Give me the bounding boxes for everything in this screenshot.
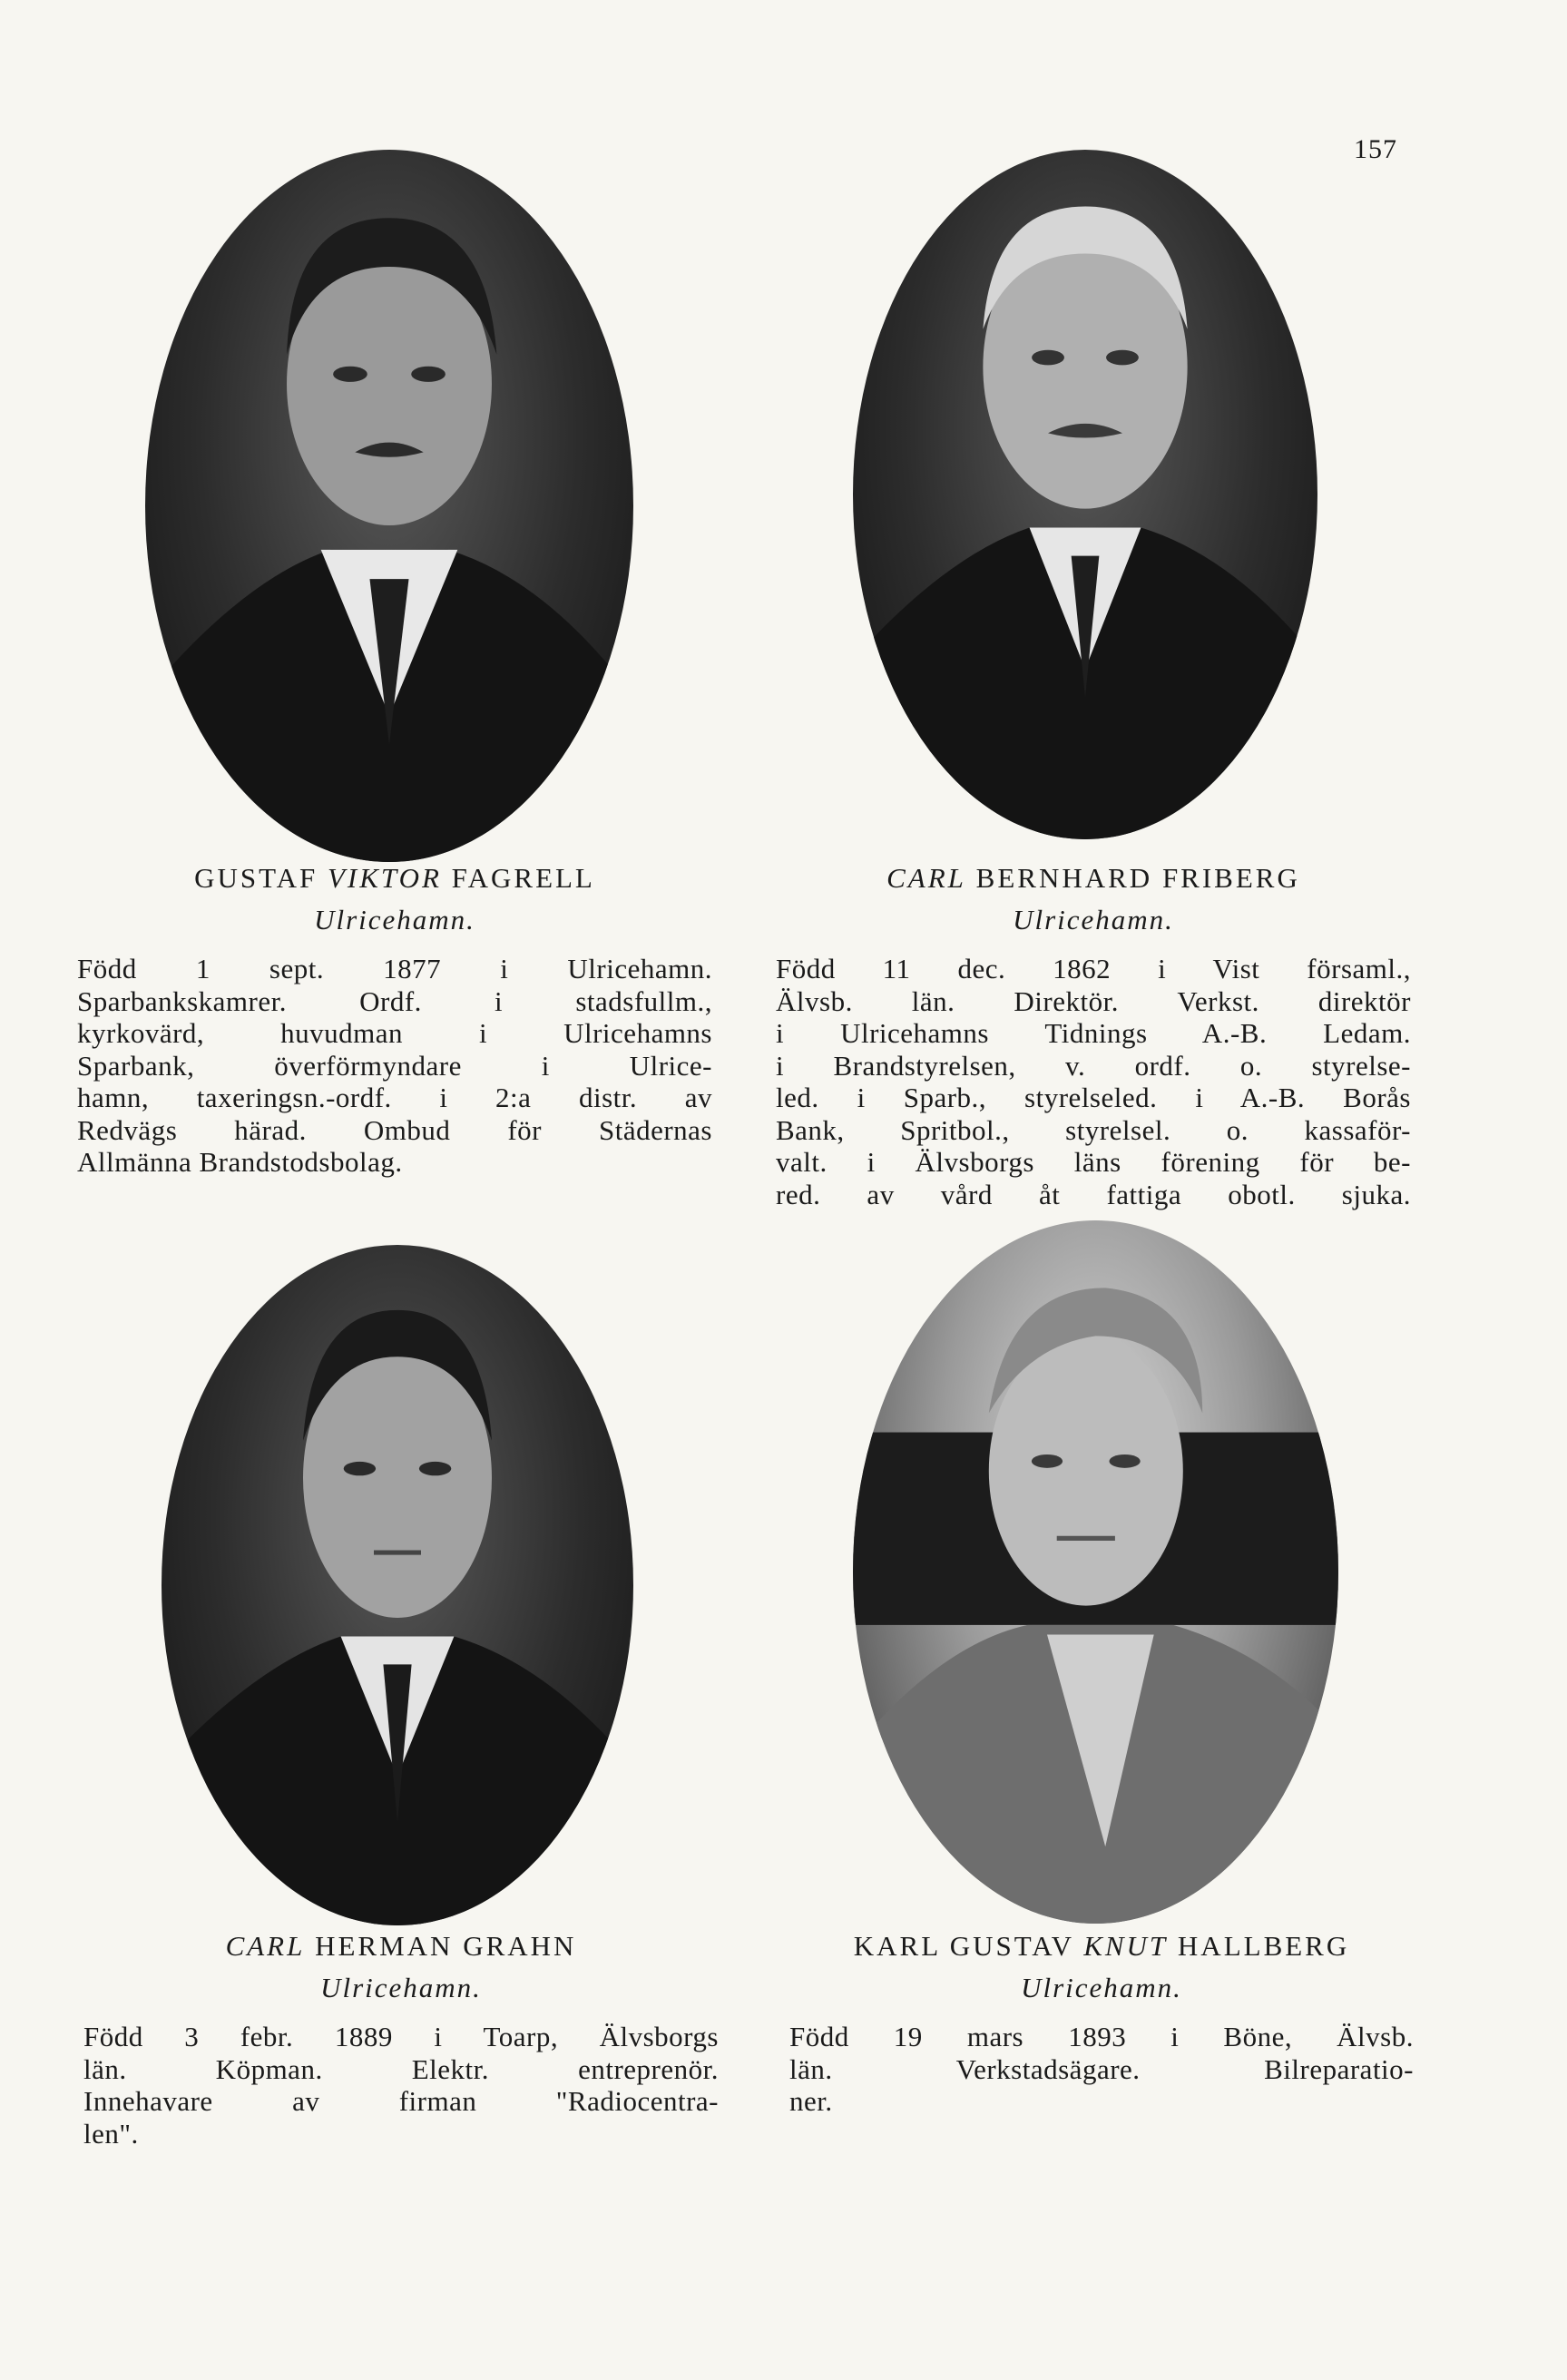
- person-place: Ulricehamn.: [1021, 1972, 1182, 2003]
- person-name: CARL HERMAN GRAHN: [225, 1930, 577, 1962]
- person-name: CARL BERNHARD FRIBERG: [886, 862, 1300, 894]
- person-place: Ulricehamn.: [314, 904, 475, 935]
- portrait-photo-grahn: [162, 1245, 633, 1925]
- portrait-photo-friberg: [853, 150, 1317, 839]
- person-name: KARL GUSTAV KNUT HALLBERG: [853, 1930, 1350, 1962]
- page-number: 157: [1354, 134, 1397, 164]
- person-biography: Född 11 dec. 1862 i Vist församl., Älvsb. län. Direktör. Verkst. direktör i Ulricehamns Tidnings A.-B. Ledam. i Brandstyrelsen, v. ordf. o. styrelse- led. i Sparb., styrelseled. i A.-B. Borås Bank, Spritbol., styrelsel. o. kassaför- valt. i Älvsborgs läns förening för be- red. av vård åt fattiga obotl. sjuka.: [776, 953, 1411, 1210]
- person-place: Ulricehamn.: [1013, 904, 1174, 935]
- portrait-photo-fagrell: [145, 150, 633, 862]
- person-name: GUSTAF VIKTOR FAGRELL: [194, 862, 595, 894]
- person-biography: Född 3 febr. 1889 i Toarp, Älvsborgs län. Köpman. Elektr. entreprenör. Innehavare av firman "Radiocentra- len".: [83, 2021, 719, 2150]
- person-place: Ulricehamn.: [320, 1972, 482, 2003]
- person-biography: Född 19 mars 1893 i Böne, Älvsb. län. Verkstadsägare. Bilreparatio- ner.: [789, 2021, 1414, 2117]
- portrait-photo-hallberg: [853, 1220, 1338, 1924]
- person-biography: Född 1 sept. 1877 i Ulricehamn. Sparbankskamrer. Ordf. i stadsfullm., kyrkovärd, huvudman i Ulricehamns Sparbank, överförmyndare i Ulrice- hamn, taxeringsn.-ordf. i 2:a distr. av Redvägs härad. Ombud för Städernas Allmänna Brandstodsbolag.: [77, 953, 712, 1178]
